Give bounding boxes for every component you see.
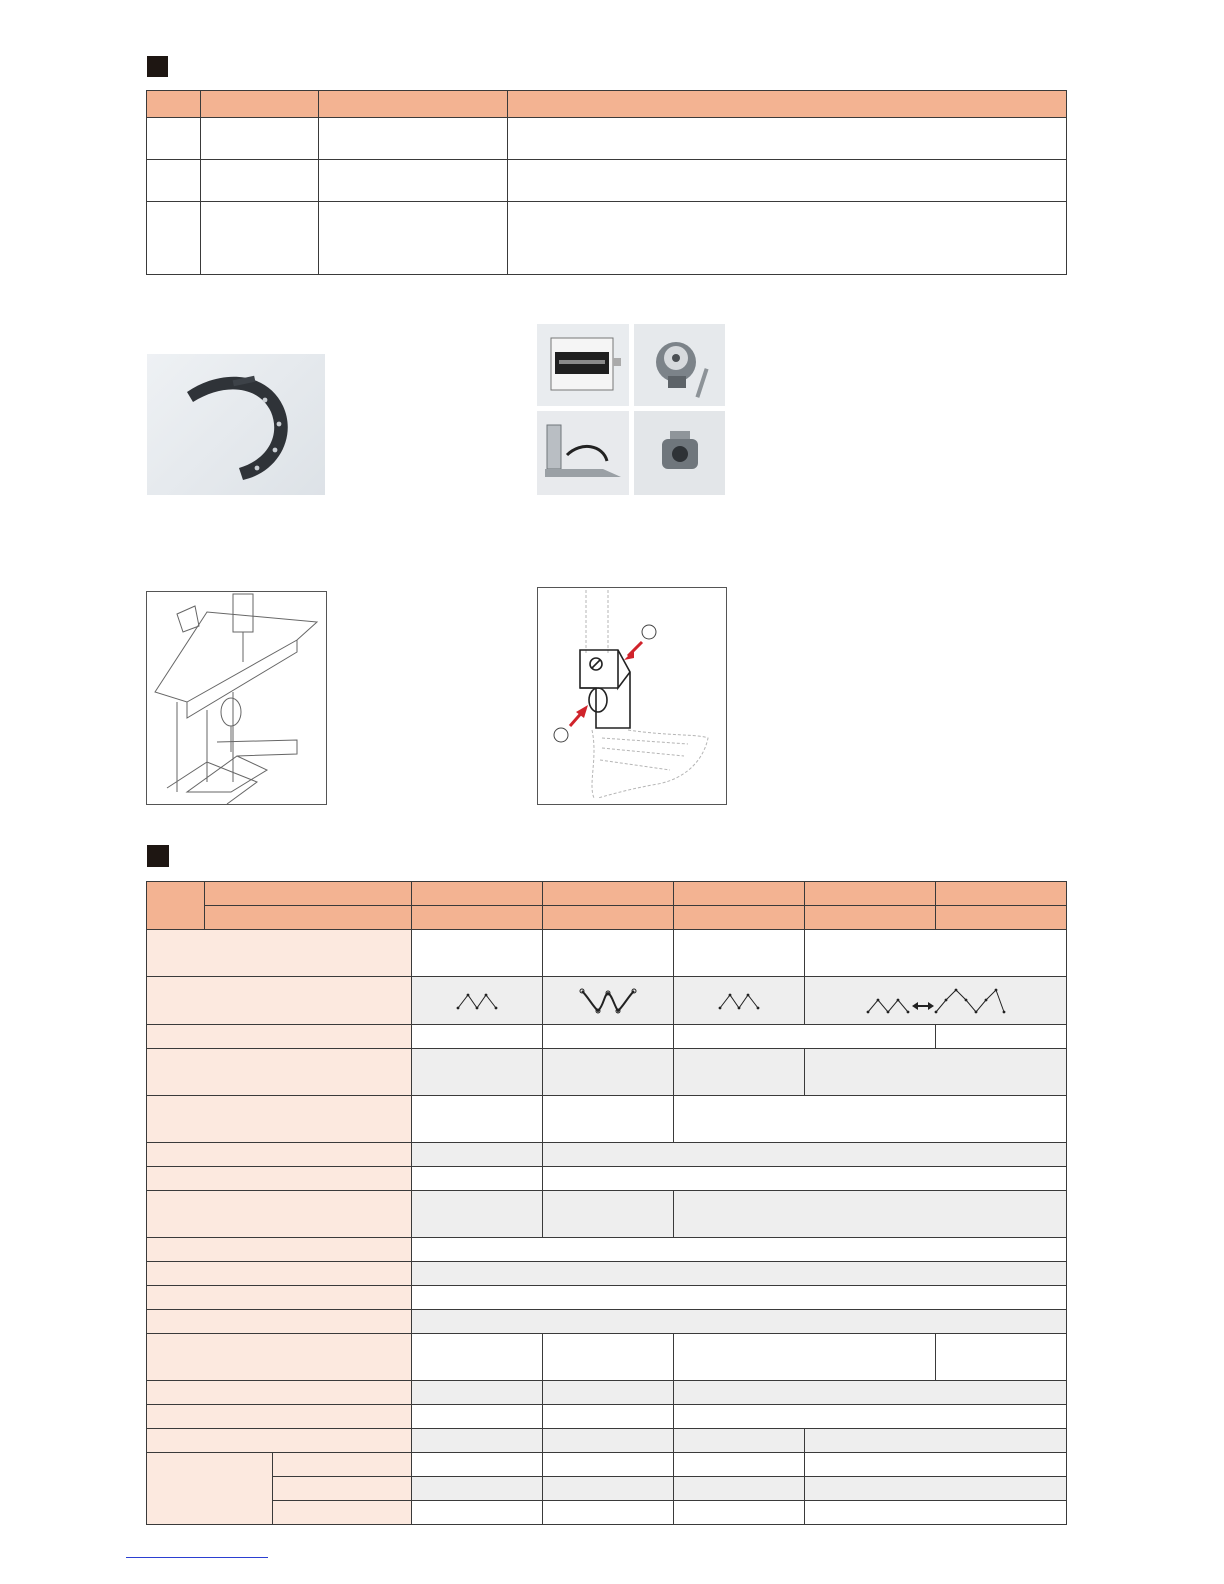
row-label-cell — [147, 1238, 412, 1262]
value-cell — [543, 977, 674, 1025]
table1-cell — [201, 202, 319, 275]
value-cell — [674, 977, 805, 1025]
value-cell — [543, 1096, 674, 1143]
value-cell — [543, 1167, 1067, 1191]
value-cell — [674, 1096, 1067, 1143]
table1-cell — [319, 202, 508, 275]
value-cell — [674, 1025, 936, 1049]
row-label-cell — [147, 1286, 412, 1310]
table2-header-cell — [412, 906, 543, 930]
table-row — [147, 930, 1067, 977]
needle-clamp-icon — [634, 411, 725, 495]
crescent-metal-part-icon — [147, 354, 325, 495]
accessory-photo-4 — [634, 411, 725, 495]
value-cell — [805, 1429, 1067, 1453]
sewing-machine-stand-line-drawing-icon — [147, 592, 326, 804]
table2-header-cell — [805, 906, 936, 930]
row-label-cell — [147, 1191, 412, 1238]
table2-header-cell — [205, 882, 412, 906]
zigzag-2-step-icon — [717, 990, 761, 1012]
value-cell — [805, 977, 1067, 1025]
zigzag-2-step-icon — [455, 990, 499, 1012]
value-cell — [674, 1453, 805, 1477]
value-cell — [412, 1286, 1067, 1310]
table-row — [147, 1501, 1067, 1525]
feed-dog-plate-icon — [537, 324, 629, 406]
table1-cell — [319, 160, 508, 202]
value-cell — [543, 1334, 674, 1381]
value-cell — [674, 930, 805, 977]
row-label-cell — [147, 1334, 412, 1381]
row-label-cell — [147, 1381, 412, 1405]
row-label-cell — [147, 1096, 412, 1143]
spec-table-1 — [146, 90, 1067, 275]
table-row — [147, 1191, 1067, 1238]
value-cell — [412, 1025, 543, 1049]
value-cell — [412, 1501, 543, 1525]
table1-cell — [147, 160, 201, 202]
value-cell — [543, 1025, 674, 1049]
table1-header-cell — [319, 91, 508, 118]
table-row — [147, 1049, 1067, 1096]
table-row — [147, 1477, 1067, 1501]
value-cell — [543, 1143, 1067, 1167]
table-row — [147, 1286, 1067, 1310]
row-label-cell — [147, 1143, 412, 1167]
value-cell — [543, 930, 674, 977]
table-row — [147, 1096, 1067, 1143]
value-cell — [412, 1405, 543, 1429]
row-label-cell — [147, 1429, 412, 1453]
table-row — [147, 1429, 1067, 1453]
table1-cell — [147, 202, 201, 275]
table-row — [147, 160, 1067, 202]
value-cell — [805, 1501, 1067, 1525]
value-cell — [543, 1429, 674, 1453]
value-cell — [936, 1334, 1067, 1381]
row-label-cell — [147, 1262, 412, 1286]
table1-cell — [508, 118, 1067, 160]
value-cell — [412, 1453, 543, 1477]
value-cell — [412, 977, 543, 1025]
value-cell — [543, 1191, 674, 1238]
table-row — [147, 1310, 1067, 1334]
table1-cell — [508, 160, 1067, 202]
value-cell — [543, 1405, 674, 1429]
value-cell — [674, 1501, 805, 1525]
value-cell — [412, 1262, 1067, 1286]
presser-foot-drawing — [537, 587, 727, 805]
table1-cell — [319, 118, 508, 160]
callout-1-icon — [624, 625, 656, 660]
value-cell — [674, 1381, 1067, 1405]
value-cell — [543, 1453, 674, 1477]
table-row — [147, 202, 1067, 275]
row-label-cell — [147, 930, 412, 977]
value-cell — [412, 930, 543, 977]
semicircle-part-photo — [147, 354, 325, 495]
table2-header-cell — [205, 906, 412, 930]
table1-cell — [508, 202, 1067, 275]
value-cell — [543, 1049, 674, 1096]
value-cell — [412, 1167, 543, 1191]
value-cell — [674, 1429, 805, 1453]
machine-table-drawing — [146, 591, 327, 805]
row-label-cell — [147, 1049, 412, 1096]
accessory-photo-3 — [537, 411, 629, 495]
table-row — [147, 1453, 1067, 1477]
value-cell — [543, 1501, 674, 1525]
zigzag-2-step-to-3-step-switch-icon — [866, 986, 1006, 1016]
value-cell — [805, 1049, 1067, 1096]
table-row — [147, 1025, 1067, 1049]
value-cell — [412, 1096, 543, 1143]
row-label-cell — [147, 1405, 412, 1429]
value-cell — [674, 1191, 1067, 1238]
table2-header-cell — [543, 882, 674, 906]
table2-header-cell — [936, 882, 1067, 906]
table1-cell — [201, 160, 319, 202]
value-cell — [412, 1238, 1067, 1262]
table1-cell — [147, 118, 201, 160]
table-row — [147, 977, 1067, 1025]
row-label-cell — [147, 977, 412, 1025]
table-row — [147, 118, 1067, 160]
value-cell — [412, 1143, 543, 1167]
table2-corner-cell — [147, 882, 205, 930]
accessory-photo-2 — [634, 324, 725, 406]
accessory-photo-1 — [537, 324, 629, 406]
table2-header-cell — [674, 882, 805, 906]
section-2-marker-icon — [147, 845, 169, 867]
value-cell — [543, 1381, 674, 1405]
row-label-cell — [147, 1310, 412, 1334]
table-row — [147, 1167, 1067, 1191]
value-cell — [412, 1477, 543, 1501]
value-cell — [805, 930, 1067, 977]
value-cell — [674, 1405, 1067, 1429]
value-cell — [936, 1025, 1067, 1049]
spec-table-2 — [146, 881, 1067, 1525]
table1-header-cell — [147, 91, 201, 118]
value-cell — [412, 1191, 543, 1238]
table2-header-cell — [936, 906, 1067, 930]
group-label-cell — [147, 1453, 273, 1525]
presser-foot-line-drawing-icon — [538, 588, 726, 804]
value-cell — [412, 1310, 1067, 1334]
presser-foot-photo-icon — [537, 411, 629, 495]
section-1-marker-icon — [147, 56, 168, 77]
table-row — [147, 1381, 1067, 1405]
bobbin-case-icon — [634, 324, 725, 406]
table2-header-cell — [805, 882, 936, 906]
sub-label-cell — [273, 1501, 412, 1525]
sub-label-cell — [273, 1477, 412, 1501]
value-cell — [805, 1477, 1067, 1501]
callout-2-icon — [554, 705, 588, 742]
value-cell — [412, 1381, 543, 1405]
value-cell — [674, 1477, 805, 1501]
value-cell — [543, 1477, 674, 1501]
table1-header-cell — [508, 91, 1067, 118]
value-cell — [805, 1453, 1067, 1477]
table-row — [147, 882, 1067, 906]
table2-header-cell — [674, 906, 805, 930]
table-row — [147, 1238, 1067, 1262]
value-cell — [674, 1049, 805, 1096]
footer-link-underline[interactable] — [126, 1557, 268, 1558]
table1-header-cell — [201, 91, 319, 118]
sub-label-cell — [273, 1453, 412, 1477]
table2-header-cell — [412, 882, 543, 906]
table1-cell — [201, 118, 319, 160]
table2-header-cell — [543, 906, 674, 930]
table-row — [147, 906, 1067, 930]
table-row — [147, 1334, 1067, 1381]
value-cell — [674, 1334, 936, 1381]
row-label-cell — [147, 1167, 412, 1191]
table-row — [147, 1262, 1067, 1286]
value-cell — [412, 1429, 543, 1453]
row-label-cell — [147, 1025, 412, 1049]
zigzag-decorative-3-point-icon — [578, 987, 638, 1015]
table-row — [147, 1405, 1067, 1429]
value-cell — [412, 1049, 543, 1096]
value-cell — [412, 1334, 543, 1381]
table-row — [147, 1143, 1067, 1167]
